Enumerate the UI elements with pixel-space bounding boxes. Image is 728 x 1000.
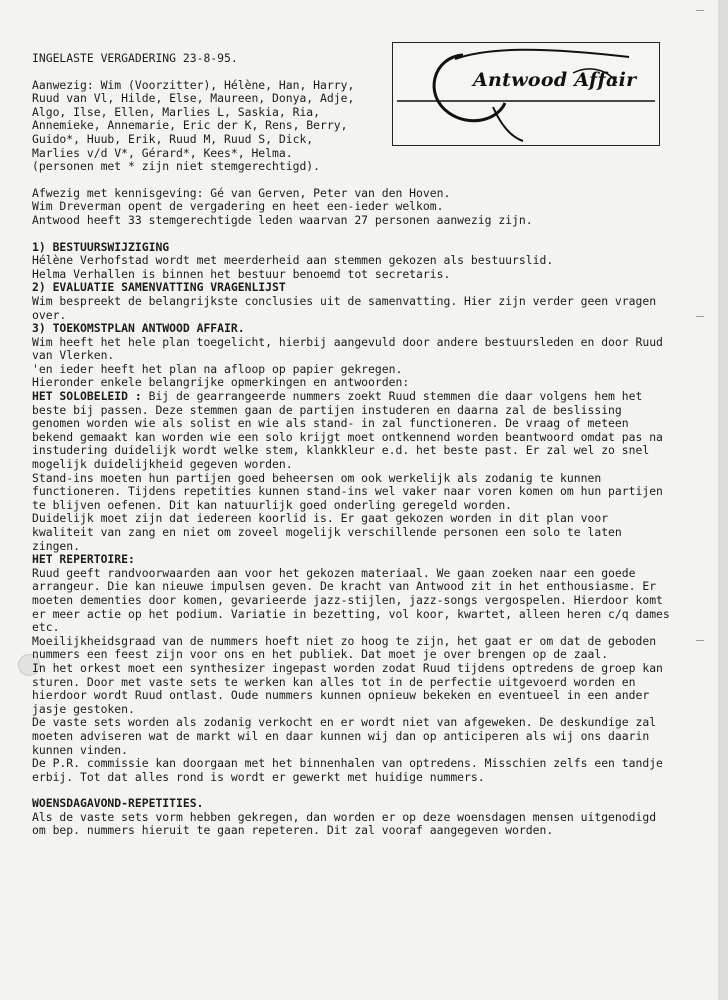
section-heading-woensdagavond: WOENSDAGAVOND-REPETITIES. xyxy=(32,796,204,811)
margin-tick xyxy=(696,10,704,11)
section-heading-bestuurswijziging: 1) BESTUURSWIJZIGING xyxy=(32,239,170,254)
section-heading-toekomstplan: 3) TOEKOMSTPLAN ANTWOOD AFFAIR. xyxy=(32,321,245,336)
logo-text: Antwood Affair xyxy=(473,69,637,91)
section-heading-repertoire: HET REPERTOIRE: xyxy=(32,552,135,567)
solobeleid-paragraph xyxy=(32,390,702,553)
section-body-evaluatie: Wim bespreekt de belangrijkste conclusies uit de samenvatting. Hier zijn verder geen vragen over. xyxy=(32,293,657,322)
solobeleid-text: Bij de gearrangeerde nummers zoekt Ruud stemmen die daar volgens hem het beste bij passen. Deze stemmen gaan de partijen instuderen en daarna zal de beslissing genomen worden wie als solist en wie als stand- in zal functioneren. De vraag of meteen bekend gemaakt kan worden wie een solo krijgt moet ontkennend worden beantwoord omdat pas na instudering duidelijk wordt welke stem, klankkleur e.d. het beste past. Er zal wel zo snel mogelijk duidelijkheid gegeven worden. Stand-ins moeten hun partijen goed beheersen om ook werkelijk als zodanig te kunnen functioneren. Tijdens repetities kunnen stand-ins wel vaker naar voren komen om hun partijen te blijven oefenen. Dit kan natuurlijk goed onderling geregeld worden. Duidelijk moet zijn dat iedereen koorlid is. Er gaat gekozen worden in dit plan voor kwaliteit van zang en niet om zoveel mogelijk verschillende personen een solo te laten zingen. xyxy=(32,389,663,553)
solobeleid-heading: HET SOLOBELEID : xyxy=(32,389,142,404)
section-body-woensdagavond: Als de vaste sets vorm hebben gekregen, dan worden er op deze woensdagen mensen uitgenodigd om bep. nummers hieruit te gaan repeteren. Dit zal vooraf aangegeven worden. xyxy=(32,809,657,838)
absence-and-opening: Afwezig met kennisgeving: Gé van Gerven, Peter van den Hoven. Wim Dreverman opent de vergadering en heet een-ieder welkom. Antwood heeft 33 stemgerechtigde leden waarvan 27 personen aanwezig zijn. xyxy=(32,185,533,227)
minutes-body xyxy=(32,52,702,838)
section-body-repertoire: Ruud geeft randvoorwaarden aan voor het gekozen materiaal. We gaan zoeken naar een goede arrangeur. Die kan nieuwe impulsen geven. De kracht van Antwood zit in het enthousiasme. Er moeten dementies door komen, gevarieerde jazz-stijlen, jazz-songs vergospelen. Hierdoor komt er meer actie op het podium. Variatie in bezetting, vol koor, kwartet, alleen heren c/q dames etc. Moeilijkheidsgraad van de nummers hoeft niet zo hoog te zijn, het gaat er om dat de geboden nummers een feest zijn voor ons en het publiek. Dat moet je over brengen op de zaal. In het orkest moet een synthesizer ingepast worden zodat Ruud tijdens optredens de groep kan sturen. Door met vaste sets te werken kan alles tot in de perfectie uitgevoerd worden en hierdoor wordt Ruud ontlast. Oude nummers kunnen opnieuw bekeken en eventueel in een ander jasje gestoken. De vaste sets worden als zodanig verkocht en er wordt niet van afgeweken. De deskundige zal moeten adviseren wat de markt wil en daar kunnen wij dan op anticiperen als wij ons daarin kunnen vinden. De P.R. commissie kan doorgaan met het binnenhalen van optredens. Misschien zelfs een tandje erbij. Tot dat alles rond is wordt er gewerkt met huidige nummers. xyxy=(32,565,670,784)
section-heading-evaluatie: 2) EVALUATIE SAMENVATTING VRAGENLIJST xyxy=(32,280,286,295)
page-edge xyxy=(718,0,728,1000)
attendance-list: Aanwezig: Wim (Voorzitter), Hélène, Han, Harry, Ruud van Vl, Hilde, Else, Maureen, Donya, Adje, Algo, Ilse, Ellen, Marlies L, Saskia, Ria, Annemieke, Annemarie, Eric der K, Rens, Berry, Guido*, Huub, Erik, Ruud M, Ruud S, Dick, Marlies v/d V*, Gérard*, Kees*, Helma. (personen met * zijn niet stemgerechtigd). xyxy=(32,77,355,174)
document-title: INGELASTE VERGADERING 23-8-95. xyxy=(32,51,238,65)
section-body-toekomstplan: Wim heeft het hele plan toegelicht, hierbij aangevuld door andere bestuursleden en door Ruud van Vlerken. 'en ieder heeft het plan na afloop op papier gekregen. Hieronder enkele belangrijke opmerkingen en antwoorden: xyxy=(32,334,663,390)
section-body-bestuurswijziging: Hélène Verhofstad wordt met meerderheid aan stemmen gekozen als bestuurslid. Helma Verhallen is binnen het bestuur benoemd tot secretaris. xyxy=(32,253,554,281)
